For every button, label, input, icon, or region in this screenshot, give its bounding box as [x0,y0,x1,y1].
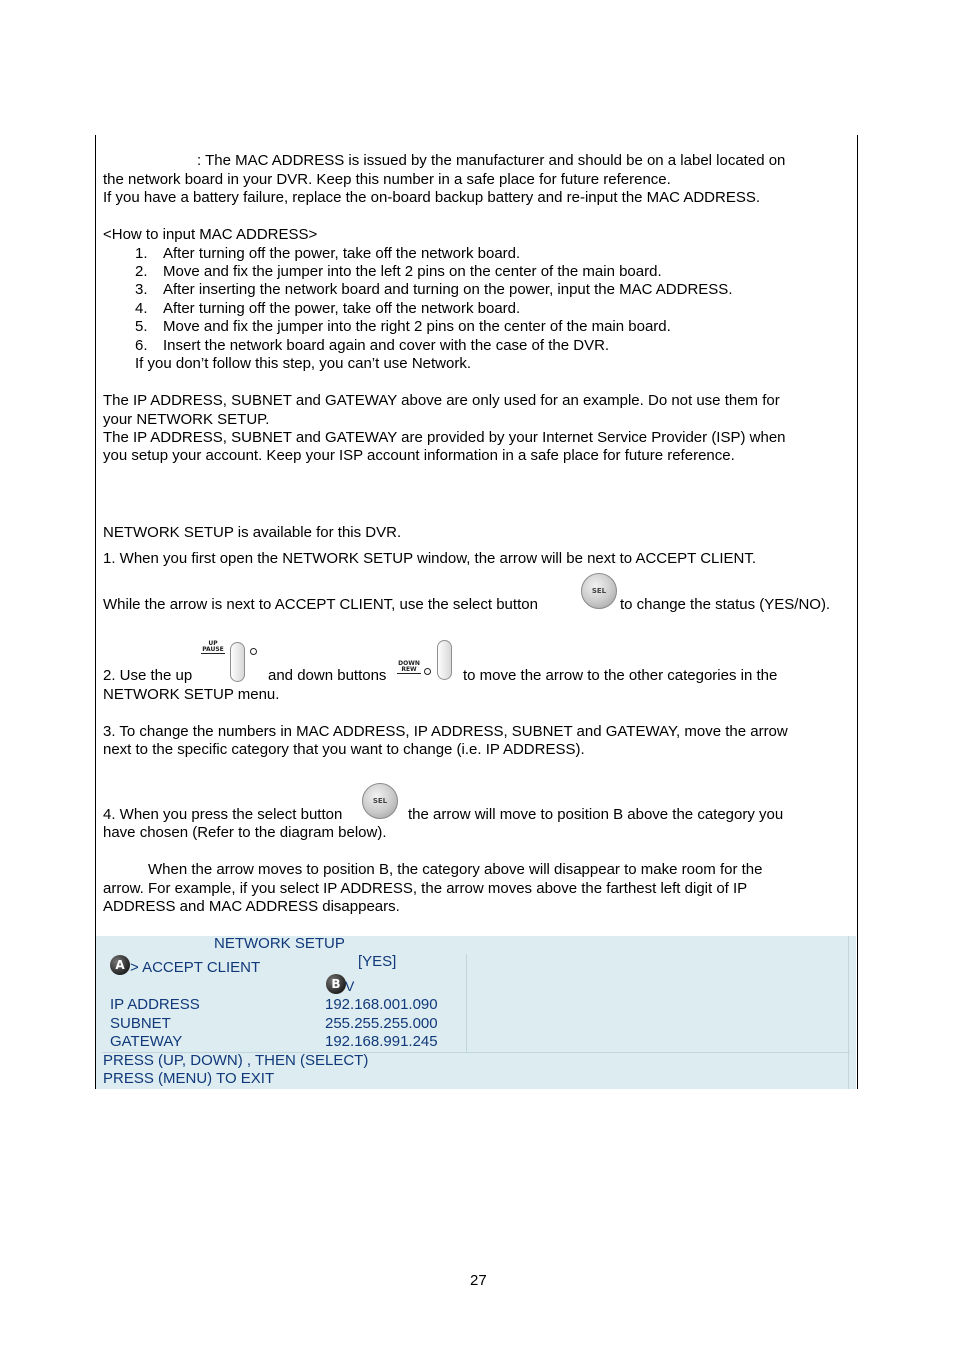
marker-a-label: A [115,958,125,972]
how-to-footnote: If you don’t follow this step, you can’t use Network. [135,355,471,372]
ip-note-line4: you setup your account. Keep your ISP account information in a safe place for future reference. [103,447,735,464]
marker-b-icon [326,974,346,994]
step2-line2: NETWORK SETUP menu. [103,686,280,703]
step-number: 2. [135,263,148,280]
ip-note-line2: your NETWORK SETUP. [103,411,270,428]
step-text: Move and fix the jumper into the left 2 pins on the center of the main board. [163,263,662,280]
step-text: After turning off the power, take off the network board. [163,245,521,262]
accept-client-value: [YES] [358,953,397,970]
up-pause-label: UP PAUSE [202,640,224,653]
subnet-label: SUBNET [110,1015,171,1032]
network-step1: 1. When you first open the NETWORK SETUP window, the arrow will be next to ACCEPT CLIENT. [103,550,757,567]
step-number: 1. [135,245,148,262]
step-text: After inserting the network board and turning on the power, input the MAC ADDRESS. [163,281,733,298]
step-text: Insert the network board again and cover with the case of the DVR. [163,337,610,354]
step3-line2: next to the specific category that you want to change (i.e. IP ADDRESS). [103,741,585,758]
gateway-value: 192.168.991.245 [325,1033,438,1050]
step-number: 3. [135,281,148,298]
menu-footer-1: PRESS (UP, DOWN) , THEN (SELECT) [103,1052,369,1069]
marker-b-label: B [331,977,341,991]
step2-mid: and down buttons [268,667,387,684]
network-available: NETWORK SETUP is available for this DVR. [103,524,402,541]
down-button-icon [437,640,452,680]
step-text: Move and fix the jumper into the right 2 pins on the center of the main board. [163,318,671,335]
arrow-v: V [345,978,355,994]
up-indicator-icon [250,648,257,655]
mac-note-line1: : The MAC ADDRESS is issued by the manufacturer and should be on a label located on [197,152,786,169]
menu-footer-2: PRESS (MENU) TO EXIT [103,1070,275,1087]
mac-note-line3: If you have a battery failure, replace the on-board backup battery and re-input the MAC ADDRESS. [103,189,761,206]
how-to-heading: <How to input MAC ADDRESS> [103,226,318,243]
step2-post: to move the arrow to the other categories in the [463,667,778,684]
marker-a-icon [110,955,130,975]
down-rew-label: DOWN REW [398,660,420,673]
note-line1: When the arrow moves to position B, the category above will disappear to make room for the [148,861,763,878]
menu-title: NETWORK SETUP [214,935,345,952]
divider [848,936,849,1089]
step-text: After turning off the power, take off the network board. [163,300,521,317]
select-instruction-post: to change the status (YES/NO). [620,596,831,613]
select-button-label: SEL [591,587,607,595]
step-number: 6. [135,337,148,354]
step3-line1: 3. To change the numbers in MAC ADDRESS, IP ADDRESS, SUBNET and GATEWAY, move the arrow [103,723,788,740]
subnet-value: 255.255.255.000 [325,1015,438,1032]
ip-note-line1: The IP ADDRESS, SUBNET and GATEWAY above are only used for an example. Do not use them for [103,392,780,409]
select-button-icon [362,783,398,819]
select-instruction-pre: While the arrow is next to ACCEPT CLIENT, use the select button [103,596,538,613]
select-button-icon [581,573,617,609]
note-line3: ADDRESS and MAC ADDRESS disappears. [103,898,400,915]
step-number: 5. [135,318,148,335]
ip-address-label: IP ADDRESS [110,996,200,1013]
step4-line2: have chosen (Refer to the diagram below). [103,824,387,841]
step2-pre: 2. Use the up [103,667,193,684]
step4-pre: 4. When you press the select button [103,806,343,823]
step4-post: the arrow will move to position B above the category you [408,806,784,823]
select-button-label: SEL [372,797,388,805]
ip-note-line3: The IP ADDRESS, SUBNET and GATEWAY are provided by your Internet Service Provider (ISP) when [103,429,786,446]
divider [466,954,467,1052]
accept-client-label: > ACCEPT CLIENT [130,959,261,976]
note-line2: arrow. For example, if you select IP ADDRESS, the arrow moves above the farthest left digit of IP [103,880,748,897]
mac-note-line2: the network board in your DVR. Keep this number in a safe place for future reference. [103,171,671,188]
gateway-label: GATEWAY [110,1033,183,1050]
up-button-icon [230,642,245,682]
page-number: 27 [470,1272,487,1289]
step-number: 4. [135,300,148,317]
down-indicator-icon [424,668,431,675]
ip-address-value: 192.168.001.090 [325,996,438,1013]
